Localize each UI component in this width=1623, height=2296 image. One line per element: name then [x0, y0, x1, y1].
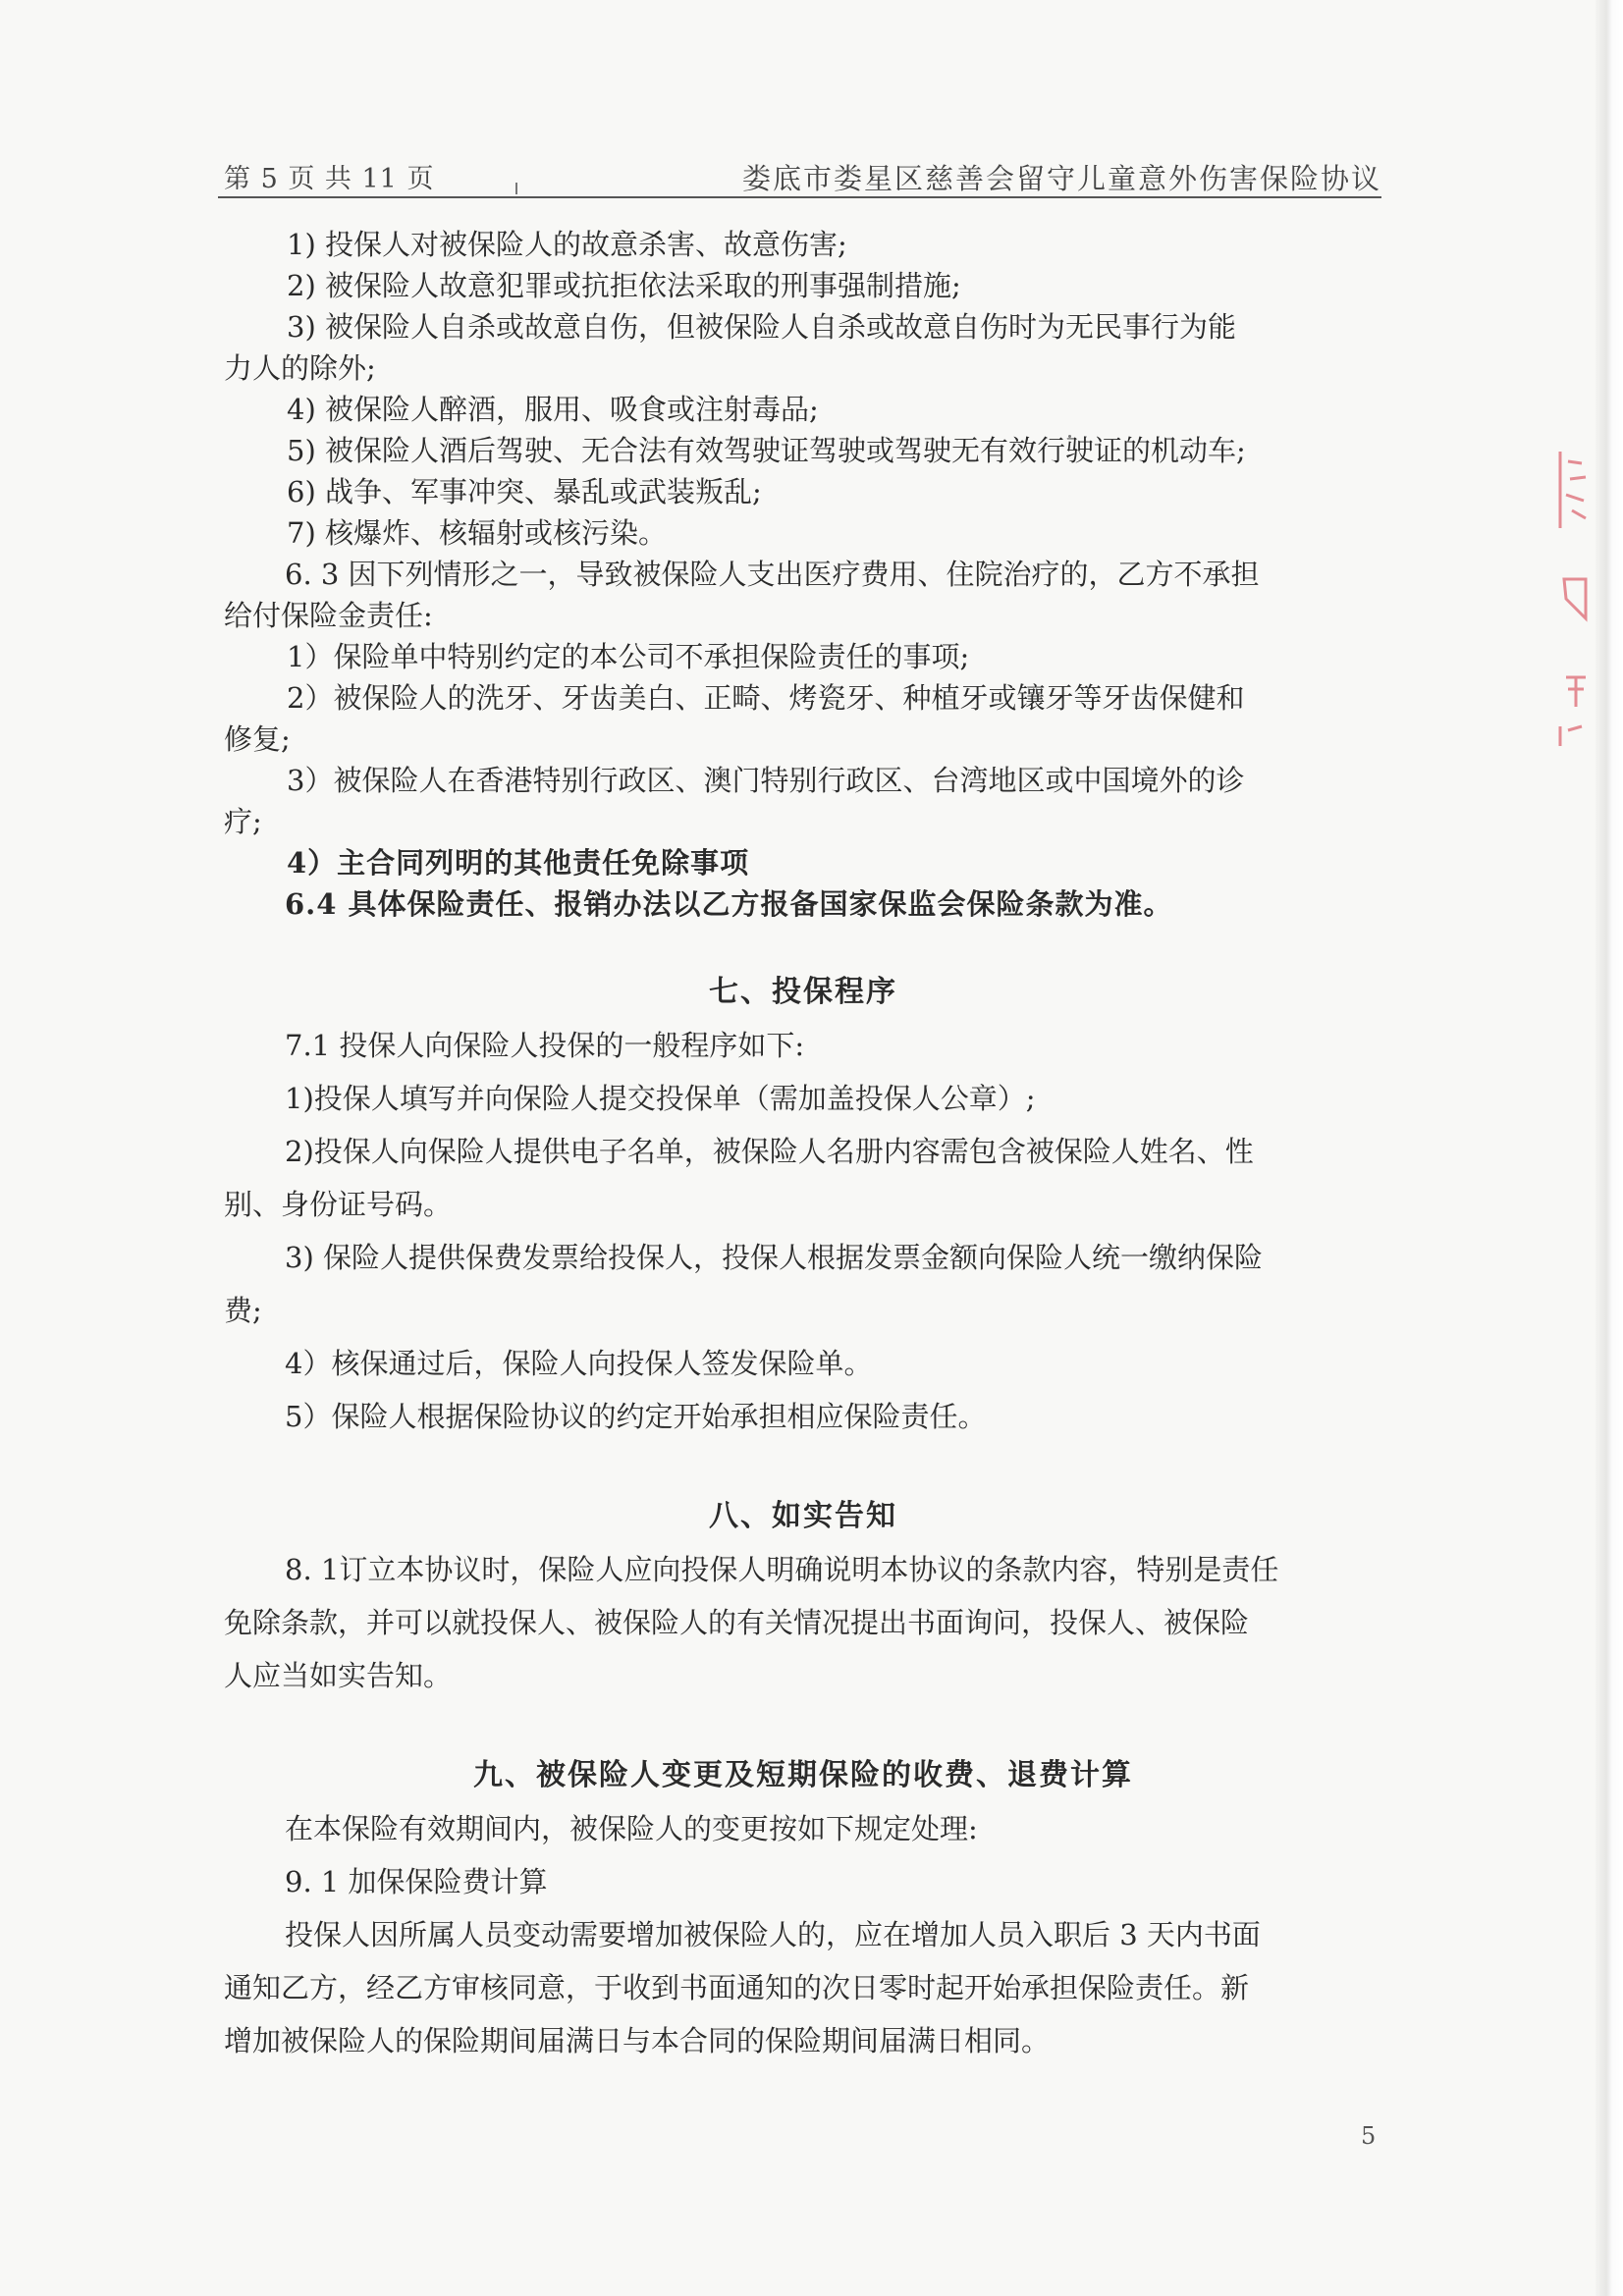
- header-rule: [218, 196, 1381, 198]
- clause-6-3-item-3: 3）被保险人在香港特别行政区、澳门特别行政区、台湾地区或中国境外的诊: [287, 764, 1245, 797]
- clause-7-1: 7.1 投保人向保险人投保的一般程序如下:: [285, 1029, 805, 1062]
- clause-8-1: 8. 1订立本协议时，保险人应向投保人明确说明本协议的条款内容，特别是责任: [285, 1553, 1279, 1586]
- clause-7-1-item-2: 2)投保人向保险人提供电子名单，被保险人名册内容需包含被保险人姓名、性: [285, 1135, 1254, 1168]
- scanner-edge: [1596, 0, 1623, 2296]
- exclusion-item-4: 4) 被保险人醉酒，服用、吸食或注射毒品;: [287, 393, 819, 426]
- clause-6-3-item-4: 4）主合同列明的其他责任免除事项: [287, 846, 750, 880]
- exclusion-item-2: 2) 被保险人故意犯罪或抗拒依法采取的刑事强制措施;: [287, 269, 961, 302]
- exclusion-item-3: 3) 被保险人自杀或故意自伤，但被保险人自杀或故意自伤时为无民事行为能: [287, 310, 1236, 344]
- header-doc-title: 娄底市娄星区慈善会留守儿童意外伤害保险协议: [741, 162, 1381, 195]
- section-8-heading: 八、如实告知: [709, 1499, 897, 1533]
- clause-6-3-lead-cont: 给付保险金责任:: [224, 599, 433, 632]
- clause-8-1-cont-1: 免除条款，并可以就投保人、被保险人的有关情况提出书面询问，投保人、被保险: [224, 1606, 1250, 1639]
- header-tick-mark: [515, 183, 517, 194]
- clause-7-1-item-2-cont: 别、身份证号码。: [224, 1188, 453, 1221]
- clause-6-4: 6.4 具体保险责任、报销办法以乙方报备国家保监会保险条款为准。: [285, 887, 1173, 921]
- clause-6-3-lead: 6. 3 因下列情形之一，导致被保险人支出医疗费用、住院治疗的，乙方不承担: [285, 558, 1260, 591]
- clause-7-1-item-3-cont: 费;: [224, 1294, 262, 1327]
- clause-7-1-item-5: 5）保险人根据保险协议的约定开始承担相应保险责任。: [285, 1400, 987, 1433]
- seal-fragment: [1556, 432, 1586, 785]
- header-page-info: 第 5 页 共 11 页: [224, 164, 435, 194]
- section-9-heading: 九、被保险人变更及短期保险的收费、退费计算: [473, 1758, 1133, 1792]
- clause-6-3-item-2: 2）被保险人的洗牙、牙齿美白、正畸、烤瓷牙、种植牙或镶牙等牙齿保健和: [287, 681, 1245, 715]
- section-9-intro: 在本保险有效期间内，被保险人的变更按如下规定处理:: [285, 1812, 978, 1845]
- section-7-heading: 七、投保程序: [709, 975, 897, 1009]
- clause-7-1-item-4: 4）核保通过后，保险人向投保人签发保险单。: [285, 1347, 873, 1380]
- exclusion-item-3-cont: 力人的除外;: [224, 351, 376, 385]
- exclusion-item-5: 5) 被保险人酒后驾驶、无合法有效驾驶证驾驶或驾驶无有效行驶证的机动车;: [287, 434, 1246, 467]
- page-number: 5: [1361, 2122, 1377, 2150]
- exclusion-item-7: 7) 核爆炸、核辐射或核污染。: [287, 516, 667, 550]
- clause-7-1-item-3: 3) 保险人提供保费发票给投保人，投保人根据发票金额向保险人统一缴纳保险: [285, 1241, 1263, 1274]
- clause-7-1-item-1: 1)投保人填写并向保险人提交投保单（需加盖投保人公章）;: [285, 1082, 1036, 1115]
- clause-6-3-item-1: 1）保险单中特别约定的本公司不承担保险责任的事项;: [287, 640, 970, 673]
- clause-9-1-para-cont-2: 增加被保险人的保险期间届满日与本合同的保险期间届满日相同。: [224, 2024, 1051, 2057]
- seal-fragment-icon: [1556, 432, 1596, 785]
- clause-6-3-item-2-cont: 修复;: [224, 722, 291, 756]
- clause-8-1-cont-2: 人应当如实告知。: [224, 1659, 453, 1692]
- exclusion-item-6: 6) 战争、军事冲突、暴乱或武装叛乱;: [287, 475, 762, 508]
- document-body: [224, 224, 1382, 2067]
- exclusion-item-1: 1) 投保人对被保险人的故意杀害、故意伤害;: [287, 228, 847, 261]
- page-header: [218, 153, 1381, 196]
- clause-9-1-para-cont-1: 通知乙方，经乙方审核同意，于收到书面通知的次日零时起开始承担保险责任。新: [224, 1971, 1250, 2004]
- clause-9-1-title: 9. 1 加保保险费计算: [285, 1865, 548, 1898]
- clause-9-1-para: 投保人因所属人员变动需要增加被保险人的，应在增加人员入职后 3 天内书面: [285, 1918, 1261, 1951]
- clause-6-3-item-3-cont: 疗;: [224, 805, 262, 838]
